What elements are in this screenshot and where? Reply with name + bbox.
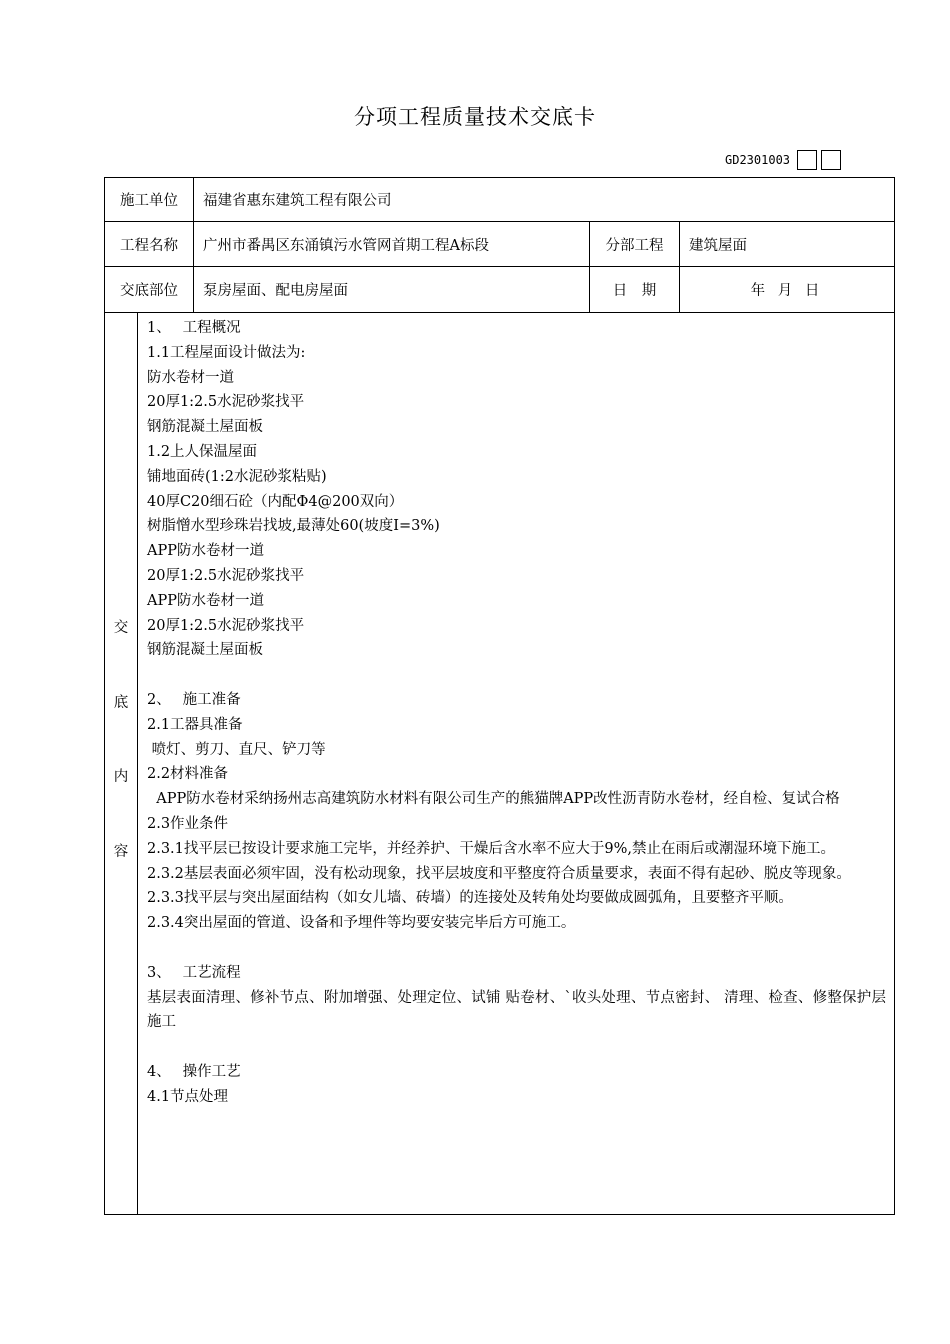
- side-char: 交: [113, 620, 129, 636]
- disclosure-content: [138, 313, 895, 1215]
- content-line: 防水卷材一道: [147, 369, 234, 386]
- disclosure-card-table: [104, 177, 895, 1215]
- content-line: 2、 施工准备: [147, 691, 241, 708]
- side-char: 内: [113, 769, 129, 785]
- content-line: APP防水卷材一道: [147, 543, 264, 560]
- construction-unit-label: 施工单位: [105, 178, 194, 222]
- location-value: 泵房屋面、配电房屋面: [194, 267, 590, 313]
- row-location: [105, 267, 895, 313]
- construction-unit-value: 福建省惠东建筑工程有限公司: [194, 178, 895, 222]
- content-line: 喷灯、剪刀、直尺、铲刀等: [147, 741, 326, 758]
- date-value: 年 月 日: [680, 267, 895, 313]
- content-line: 钢筋混凝土屋面板: [147, 419, 263, 436]
- content-line: 树脂憎水型珍珠岩找坡,最薄处60(坡度I=3%): [147, 518, 440, 535]
- division-label: 分部工程: [590, 222, 680, 267]
- content-line: APP防水卷材一道: [147, 592, 264, 609]
- content-line: 1、 工程概况: [147, 320, 241, 336]
- side-char: 底: [113, 695, 129, 711]
- blank-line: [147, 663, 886, 688]
- content-line: 2.3.3找平层与突出屋面结构（如女儿墙、砖墙）的连接处及转角处均要做成圆弧角，且要整齐平顺。: [147, 890, 793, 907]
- content-line: 1.2上人保温屋面: [147, 443, 258, 460]
- content-line: 2.1工器具准备: [147, 716, 243, 733]
- content-line: 40厚C20细石砼（内配Φ4@200双向）: [147, 493, 404, 510]
- content-line: 铺地面砖(1:2水泥砂浆粘贴): [147, 468, 327, 485]
- content-line: 钢筋混凝土屋面板: [147, 642, 263, 659]
- content-line: APP防水卷材采纳扬州志高建筑防水材料有限公司生产的熊猫牌APP改性沥青防水卷材，经自检、复试合格: [147, 791, 840, 808]
- content-line: 3、 工艺流程: [147, 964, 241, 981]
- content-line: 2.3.1找平层已按设计要求施工完毕，并经养护、干燥后含水率不应大于9%,禁止在雨后或潮湿环境下施工。: [147, 840, 836, 857]
- content-line: 2.2材料准备: [147, 766, 229, 783]
- content-line: 20厚1:2.5水泥砂浆找平: [147, 567, 305, 584]
- doc-code-box-2: [821, 150, 841, 170]
- project-name-value: 广州市番禺区东涌镇污水管网首期工程A标段: [194, 222, 590, 267]
- row-project-name: [105, 222, 895, 267]
- division-value: 建筑屋面: [680, 222, 895, 267]
- row-content: [105, 313, 895, 1215]
- row-construction-unit: [105, 178, 895, 222]
- doc-code: GD2301003: [725, 153, 791, 167]
- content-line: 4.1节点处理: [147, 1088, 229, 1105]
- page-title: 分项工程质量技术交底卡: [354, 105, 596, 129]
- project-name-label: 工程名称: [105, 222, 194, 267]
- side-char: 容: [113, 844, 129, 860]
- content-line: 2.3.2基层表面必须牢固，没有松动现象，找平层坡度和平整度符合质量要求，表面不得有起砂、脱皮等现象。: [147, 865, 851, 882]
- side-label-cell: [105, 313, 138, 1215]
- content-line: 1.1工程屋面设计做法为:: [147, 344, 306, 361]
- content-line: 2.3.4突出屋面的管道、设备和予埋件等均要安装完毕后方可施工。: [147, 915, 576, 932]
- content-line: 4、 操作工艺: [147, 1063, 241, 1080]
- date-label: 日 期: [590, 267, 680, 313]
- content-line: 基层表面清理、修补节点、附加增强、处理定位、试铺 贴卷材、`收头处理、节点密封、 清理、检查、修整保护层施工: [147, 989, 887, 1031]
- location-label: 交底部位: [105, 267, 194, 313]
- doc-code-row: [725, 149, 841, 171]
- content-line: 20厚1:2.5水泥砂浆找平: [147, 394, 305, 411]
- doc-code-box-1: [797, 150, 817, 170]
- content-line: 20厚1:2.5水泥砂浆找平: [147, 617, 305, 634]
- blank-line: [147, 1035, 886, 1060]
- blank-line: [147, 936, 886, 961]
- content-line: 2.3作业条件: [147, 815, 229, 832]
